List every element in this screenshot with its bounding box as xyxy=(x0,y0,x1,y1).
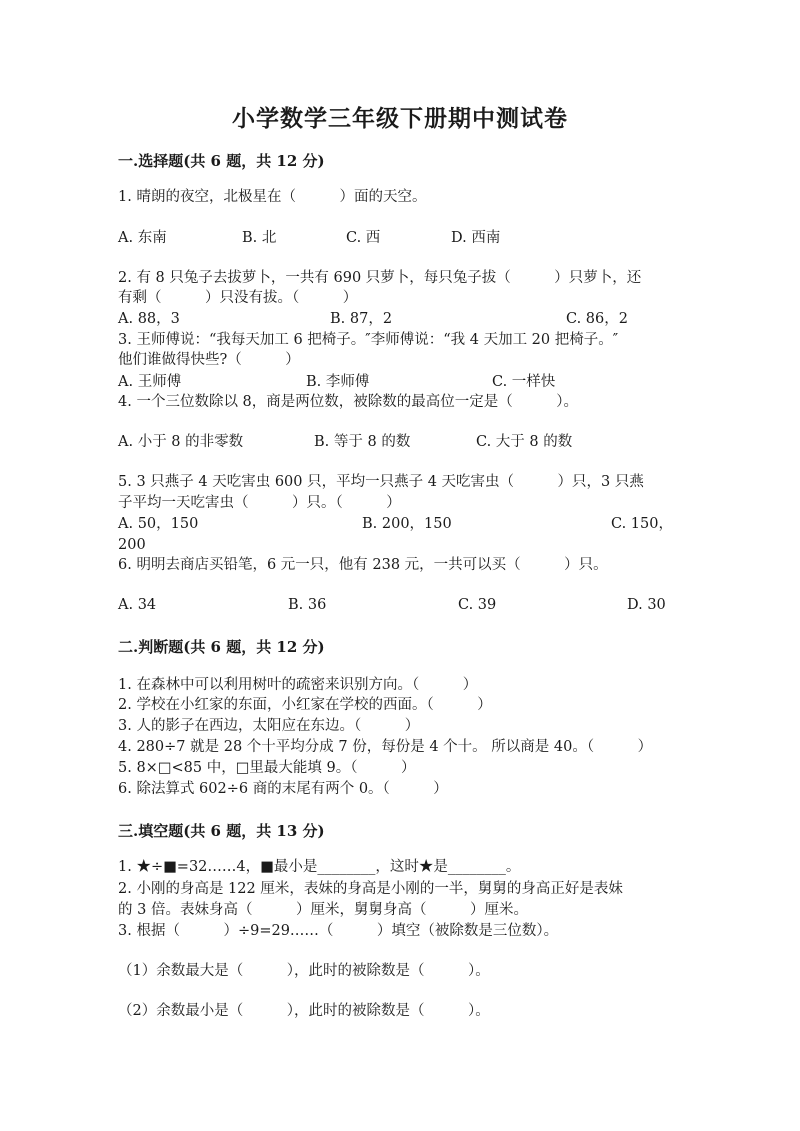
option-a: A. 50，150 xyxy=(118,516,199,532)
judge-item: 1. 在森林中可以利用树叶的疏密来识别方向。（ ） xyxy=(118,677,478,693)
judge-item: 2. 学校在小红家的东面，小红家在学校的西面。（ ） xyxy=(118,697,492,713)
section-heading-judge: 二.判断题(共 6 题，共 12 分) xyxy=(118,638,325,656)
option-d: D. 西南 xyxy=(451,230,501,246)
option-d: D. 30 xyxy=(627,597,666,613)
fill-subitem: （2）余数最小是（ ），此时的被除数是（ ）。 xyxy=(118,1003,490,1019)
option-c: C. 39 xyxy=(458,597,497,613)
question-line: 3. 王师傅说：“我每天加工 6 把椅子。″李师傅说：“我 4 天加工 20 把椅子。″ xyxy=(118,332,619,348)
option-b: B. 200，150 xyxy=(362,516,452,532)
option-c: C. 西 xyxy=(346,230,381,246)
option-c: C. 150， xyxy=(611,516,673,532)
judge-item: 4. 280÷7 就是 28 个十平均分成 7 份，每份是 4 个十。 所以商是 40。（ ） xyxy=(118,739,653,755)
question-line: 有剩（ ）只没有拔。（ ） xyxy=(118,290,358,306)
option-b: B. 北 xyxy=(242,230,277,246)
fill-subitem: （1）余数最大是（ ），此时的被除数是（ ）。 xyxy=(118,963,490,979)
fill-item: 3. 根据（ ）÷9=29……（ ）填空（被除数是三位数）。 xyxy=(118,923,559,939)
option-b: B. 36 xyxy=(288,597,327,613)
question-line: 他们谁做得快些?（ ） xyxy=(118,352,300,368)
question-line: 子平均一天吃害虫（ ）只。（ ） xyxy=(118,495,401,511)
option-a: A. 小于 8 的非零数 xyxy=(118,434,244,450)
fill-item: 1. ★÷■=32……4，■最小是________，这时★是________。 xyxy=(118,859,521,875)
judge-item: 3. 人的影子在西边，太阳应在东边。（ ） xyxy=(118,718,420,734)
option-a: A. 东南 xyxy=(118,230,167,246)
option-b: B. 87，2 xyxy=(330,311,393,327)
option-a: A. 34 xyxy=(118,597,157,613)
option-c: C. 86，2 xyxy=(566,311,628,327)
fill-item: 的 3 倍。表妹身高（ ）厘米，舅舅身高（ ）厘米。 xyxy=(118,902,528,918)
option-b: B. 李师傅 xyxy=(306,374,370,390)
option-c-continued: 200 xyxy=(118,537,146,553)
option-c: C. 一样快 xyxy=(492,374,556,390)
question-line: 2. 有 8 只兔子去拔萝卜，一共有 690 只萝卜，每只兔子拔（ ）只萝卜，还 xyxy=(118,270,642,286)
question-line: 5. 3 只燕子 4 天吃害虫 600 只，平均一只燕子 4 天吃害虫（ ）只，3 只燕 xyxy=(118,474,644,490)
fill-item: 2. 小刚的身高是 122 厘米，表妹的身高是小刚的一半，舅舅的身高正好是表妹 xyxy=(118,881,623,897)
question-line: 6. 明明去商店买铅笔，6 元一只，他有 238 元，一共可以买（ ）只。 xyxy=(118,557,608,573)
judge-item: 6. 除法算式 602÷6 商的末尾有两个 0。（ ） xyxy=(118,781,448,797)
option-c: C. 大于 8 的数 xyxy=(476,434,573,450)
question-line: 1. 晴朗的夜空，北极星在（ ）面的天空。 xyxy=(118,189,427,205)
option-a: A. 88，3 xyxy=(118,311,180,327)
judge-item: 5. 8×□<85 中，□里最大能填 9。（ ） xyxy=(118,760,416,776)
section-heading-fill: 三.填空题(共 6 题，共 13 分) xyxy=(118,822,325,840)
option-a: A. 王师傅 xyxy=(118,374,182,390)
question-line: 4. 一个三位数除以 8，商是两位数，被除数的最高位一定是（ ）。 xyxy=(118,394,579,410)
section-heading-choice: 一.选择题(共 6 题，共 12 分) xyxy=(118,152,325,170)
page-title: 小学数学三年级下册期中测试卷 xyxy=(232,105,568,132)
option-b: B. 等于 8 的数 xyxy=(314,434,411,450)
